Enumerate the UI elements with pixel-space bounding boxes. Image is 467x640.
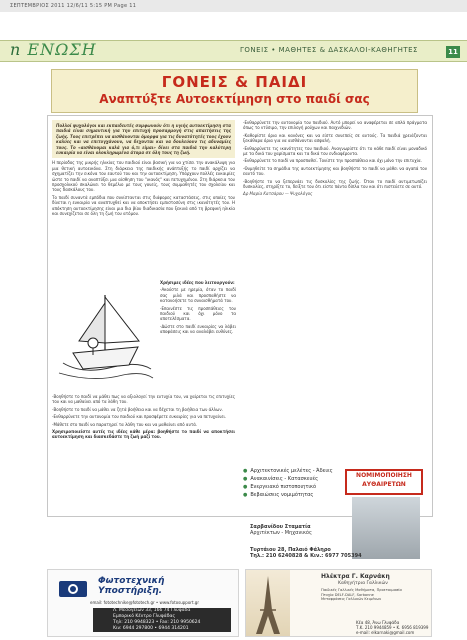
service-item: ● Ανακαινίσεις - Κατασκευές [243,476,319,482]
tip-item: -Δώστε στο παιδί ευκαιρίες να λάβει αποφάσεις και να αναλάβει ευθύνες. [160,323,236,335]
boat-illustration [53,283,157,387]
architect-owner: Σαρβανίδου Σταματία Αρχιτέκτων - Μηχανικός [250,524,312,536]
tip-item: -Ενθαρρύνετε τις ικανότητες του παιδιού. Αναγνωρίστε ότι το κάθε παιδί είναι μοναδικό με τα δικά του χαρίσματα και τα δικά του ενδιαφέροντα. [243,145,427,157]
tips-heading: Χρήσιμες ιδέες που λειτουργούν: [160,280,235,285]
print-header-strip [0,0,467,12]
article-signature: Δρ Μαρία Κατσάρου — Ψυχολόγος [243,191,313,197]
tip-item: -Μάθετε στο παιδί να παρατηρεί τα λάθη του και να μαθαίνει από αυτά. [52,421,198,427]
service-item: ● Βεβαιώσεις νομιμότητας [243,492,314,498]
tip-item: -Θυμηθείτε τα σημάδια της αυτοεκτίμησης και βοηθήστε το παιδί να μάθει να αγαπά τον εαυτό του. [243,165,427,177]
architect-address: Τυρτάιου 28, Παλαιό Φάληρο Τηλ.: 210 6240828 & Κιν.: 6977 705394 [250,547,362,559]
page-number: 11 [446,46,460,58]
tutor-name: Ηλέκτρα Γ. Καρνάκη [321,573,390,580]
camera-icon [58,576,88,598]
article-paragraph: Το παιδί συναντά εμπόδια που συνίστανται στις διάφορες καταστάσεις, στις οποίες του δίνεται η ευκαιρία να αναπτυχθεί και να αποκτήσει εμπιστοσύνη στις ικανότητές του. Η απόκτηση αυτοεκτίμησης είναι μια δια βίου διαδικασία που ξεκινά από τη βρεφική ηλικία και συνεχίζεται σε όλη τη ζωή του ατόμου. [52,194,235,217]
logo-text: ΕΝΩΣΗ [27,40,97,59]
photo-ad-contact: Λ. Μεσογείων 33, 166 74 Γλυφάδα Εμπορικό Κέντρο Γλυφάδας Τηλ: 210 9948323 • Fax: 210 9950624 Κιν: 6944 297800 • 6944 314201 [93,608,231,632]
bullet-icon: ● [243,468,248,474]
tutor-service: Παιδικές Γαλλικές Μαθήματα, Προετοιμασία [321,588,402,592]
article-title: ΓΟΝΕΙΣ & ΠΑΙΔΙ [161,73,308,91]
bullet-icon: ● [243,492,248,498]
service-item: ● Αρχιτεκτονικές μελέτες - Άδειες [243,468,333,474]
article-left-column [52,120,235,219]
tutor-title: Καθηγήτρια Γαλλικών [338,581,388,586]
tutor-services [321,588,426,602]
tip-item: -Ενθαρρύνετε την αυτονομία του παιδιού. Αυτό μπορεί να αναφέρεται σε απλά πράγματα όπως το ντύσιμο, την επιλογή ρούχων και παιχνιδιών. [243,120,427,131]
article-left-bottom [52,394,235,442]
tip-item: -Επαινέστε τις προσπάθειες του παιδιού και όχι μόνο τα αποτελέσματα. [160,305,236,322]
article-intro: Πολλοί ψυχολόγοι και εκπαιδευτές συμφωνούν ότι η υγιής αυτοεκτίμηση στα παιδιά είναι σημαντική για την επιτυχή προσαρμογή στις απαιτήσεις της ζωής. Τους επιτρέπει να αισθάνονται όμορφα για τις δυνατότητές τους έχουν καλύες και να επιτυγχάνουν, να δεχονται και να δουλεύουν τις αδυναμίες τους. Το «αισθάνομαι καλά για ό,τι είμαι» δίνει στα παιδιά την καλύτερη ευκαιρία να είναι ολοκληρωμένα άτομα σε όλη τους τη ζωή. [52,120,235,158]
house-photo [352,497,420,559]
article-paragraph: Χρησιμοποιείστε αυτές τις ιδέες κάθε μέρα: βοηθήστε το παιδί να αποκτήσει αυτοεκτίμηση και διασκεδάστε τη ζωή μαζί του. [52,429,235,440]
photo-support-ad [47,569,239,637]
article-paragraph: Η περίοδος της μικρής ηλικίας του παιδιού είναι βασική για να χτίσει την ανακάλυψη για μια θετική αυτοεικόνα. Στη διάρκεια της παιδικής ανάπτυξής το παιδί αρχίζει να σχηματίζει την εικόνα του εαυτού του και την αυτοεκτίμηση. Υπάρχουν πολλές ευκαιρίες ώστε το παιδί να αναπτύξει μια αίσθηση του "ικανός" και πετυχημένου. Στη διάρκεια του προσχολικού σκαλώνει το θεμέλιο με τους γονείς, τους συμμαθητές του σχολείου και τους δασκάλους του. [52,160,235,193]
bullet-icon: ● [243,476,248,482]
print-slug: ΣΕΠΤΕΜΒΡΙΟΣ 2011 12/6/11 5:15 PM Page 11 [10,3,137,9]
article-title-box [51,69,418,113]
tip-item: -Ακούστε με ηρεμία, όταν το παιδί σας μιλά και προσπαθήστε να κατανοήσετε τα συναισθήματά του. [160,287,236,304]
section-tagline: ΓΟΝΕΙΣ • ΜΑΘΗΤΕΣ & ΔΑΣΚΑΛΟΙ-ΚΑΘΗΓΗΤΕΣ [240,46,418,54]
article-subtitle: Αναπτύξτε Αυτοεκτίμηση στο παιδί σας [99,92,370,106]
magazine-logo [10,40,97,59]
legalization-stamp: ΝΟΜΙΜΟΠΟΙΗΣΗ ΑΥΘΑΙΡΕΤΩΝ [345,469,423,495]
tip-item: -Ενθαρρύνετε το παιδί να προσπαθεί. Τονίστε την προσπάθεια και όχι μόνο την επιτυχία. [243,158,422,164]
logo-n: n [10,40,22,59]
french-tutor-ad [245,569,432,637]
tips-column [160,280,236,337]
article-right-column [243,120,427,199]
tip-item: -Βοηθήστε το να ξεπερνάει τις δυσκολίες της ζωής. Όταν το παιδί αντιμετωπίζει δυσκολίες, στηρίξτε το, δείξτε του ότι είστε πάντα δίπλα του και ότι πιστεύετε σε αυτό. [243,178,427,190]
photo-ad-email: email: fototechnike@fototech.gr • www.fotosupport.gr [90,600,199,605]
tip-item: -Καθορίστε όρια και κανόνες και να είστε συνεπείς σε αυτούς. Τα παιδιά χρειάζονται ξεκάθαρα όρια για να αισθάνονται ασφαλή. [243,132,427,144]
eiffel-tower-icon [246,570,290,636]
tip-item: -Βοηθήστε το παιδί να μάθει να ζητά βοήθεια και να δέχεται τη βοήθεια των άλλων. [52,406,223,412]
bullet-icon: ● [243,484,248,490]
paris-image [246,570,290,636]
tip-item: -Ενθαρρύνετε την αυτονομία του παιδιού και προσφέρετε ευκαιρίες για να πετυχαίνει. [52,414,227,420]
tutor-service: Πτυχία DELF-DALF, Sorbonne [321,592,374,597]
tutor-service: Μεταφράσεις Γαλλικών Κειμένων [321,597,382,602]
tip-item: -Βοηθήστε το παιδί να μάθει πως να αξιολογεί την ευτυχία του, να χαίρεται τις επιτυχίες του και να μαθαίνει από τα λάθη του. [52,394,235,405]
service-item: ● Ενεργειακό πιστοποιητικό [243,484,317,490]
photo-ad-name: Φωτοτεχνική Υποστήριξη. [98,576,165,596]
tutor-contact: Κέα 48, Άνω Γλυφάδα Τ.Κ. 210 9944859 • Κ. 6956 819399 e-mail: elkarnaki@gmail.com [356,620,429,635]
